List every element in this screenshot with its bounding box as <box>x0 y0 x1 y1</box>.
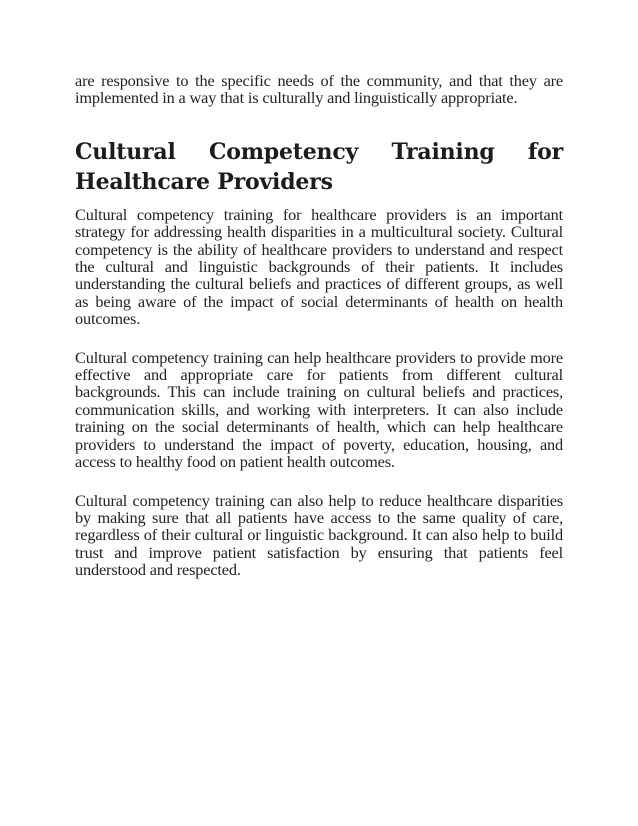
heading-word: Cultural <box>75 138 176 165</box>
body-paragraph: Cultural competency training for healthcare providers is an important strategy for addressing health disparities in a multicultural society. Cultural competency is the ability of healthcare providers to understand and respect the cultural and linguistic backgrounds of their patients. It includes understanding the cultural beliefs and practices of different groups, as well as being aware of the impact of social determinants of health on health outcomes. <box>75 204 563 329</box>
lead-paragraph: are responsive to the specific needs of the community, and that they are implemented in a way that is culturally and linguistically appropriate. <box>75 71 563 108</box>
section-heading <box>75 137 563 198</box>
heading-word: Training <box>391 138 495 165</box>
body-paragraph: Cultural competency training can also help to reduce healthcare disparities by making sure that all patients have access to the same quality of care, regardless of their cultural or linguistic background. It can also help to build trust and improve patient satisfaction by ensuring that patients feel understood and respected. <box>75 490 563 580</box>
document-page <box>75 72 563 579</box>
heading-word: Competency <box>208 138 359 165</box>
body-paragraph: Cultural competency training can help healthcare providers to provide more effective and appropriate care for patients from different cultural backgrounds. This can include training on cultural beliefs and practices, communication skills, and working with interpreters. It can also include training on the social determinants of health, which can help healthcare providers to understand the impact of poverty, education, housing, and access to healthy food on patient health outcomes. <box>75 347 563 472</box>
heading-line-1 <box>75 137 563 168</box>
heading-line-2: Healthcare Providers <box>75 169 333 196</box>
heading-word: for <box>527 138 563 165</box>
